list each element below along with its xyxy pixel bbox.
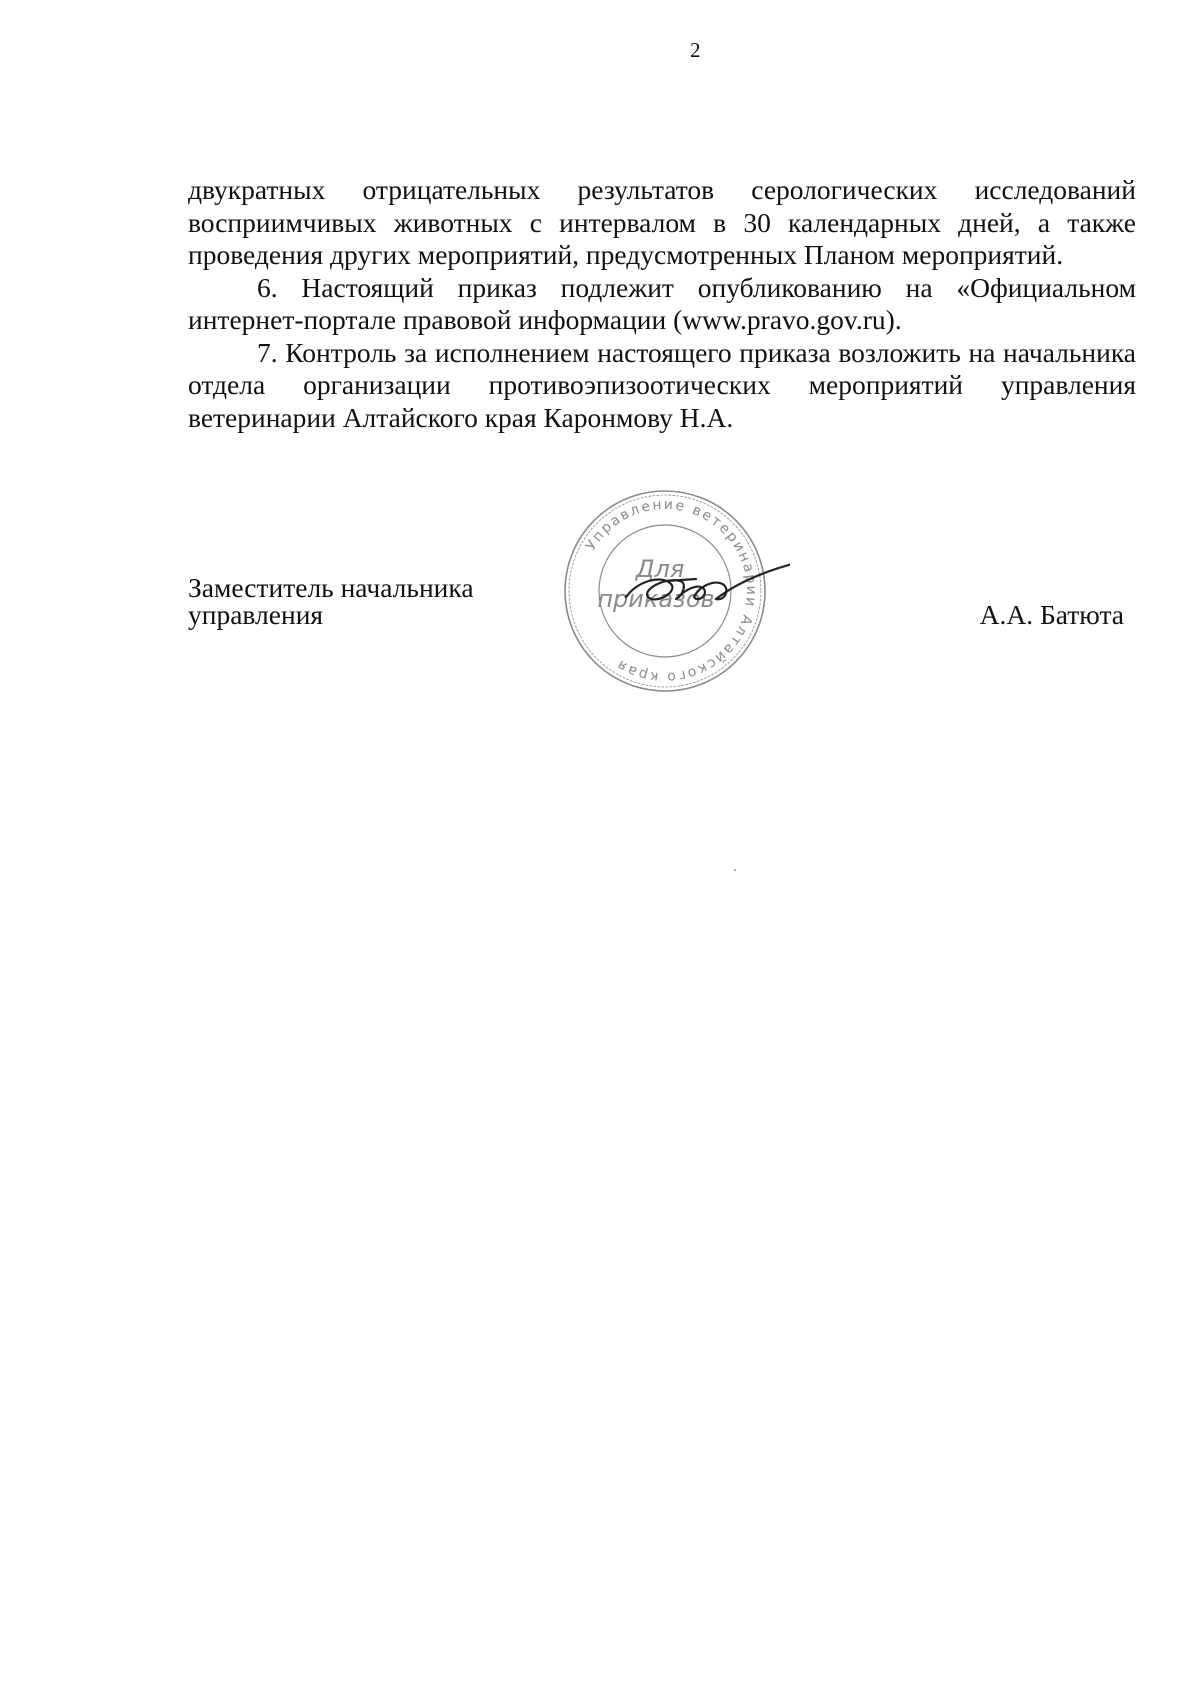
paragraph-item-7: 7. Контроль за исполнением настоящего приказа возложить на начальника отдела организации противоэпизоотических мероприятий управления ветеринарии Алтайского края Каронмову Н.А. <box>188 336 1136 433</box>
official-stamp <box>520 485 790 705</box>
signer-title-line-1: Заместитель начальника <box>188 572 474 603</box>
document-body <box>188 174 1136 434</box>
paragraph-continuation: двукратных отрицательных результатов серологических исследований восприимчивых животных с интервалом в 30 календарных дней, а также проведения других мероприятий, предусмотренных Планом мероприятий. <box>188 174 1136 270</box>
paragraph-item-6: 6. Настоящий приказ подлежит опубликованию на «Официальном интернет-портале правовой информации (www.pravo.gov.ru). <box>188 271 1136 335</box>
scan-speck <box>734 869 736 871</box>
signer-title-line-2: управления <box>188 599 324 630</box>
stamp-seal-graphic <box>520 485 790 705</box>
signer-name: А.А. Батюта <box>979 599 1124 630</box>
stamp-ring-text: Управление ветеринарии Алтайского края <box>582 496 760 686</box>
stamp-center-line-2: приказов <box>597 585 715 613</box>
signer-title <box>188 574 474 628</box>
page-number: 2 <box>690 38 701 62</box>
stamp-center-line-1: Для <box>635 555 685 583</box>
